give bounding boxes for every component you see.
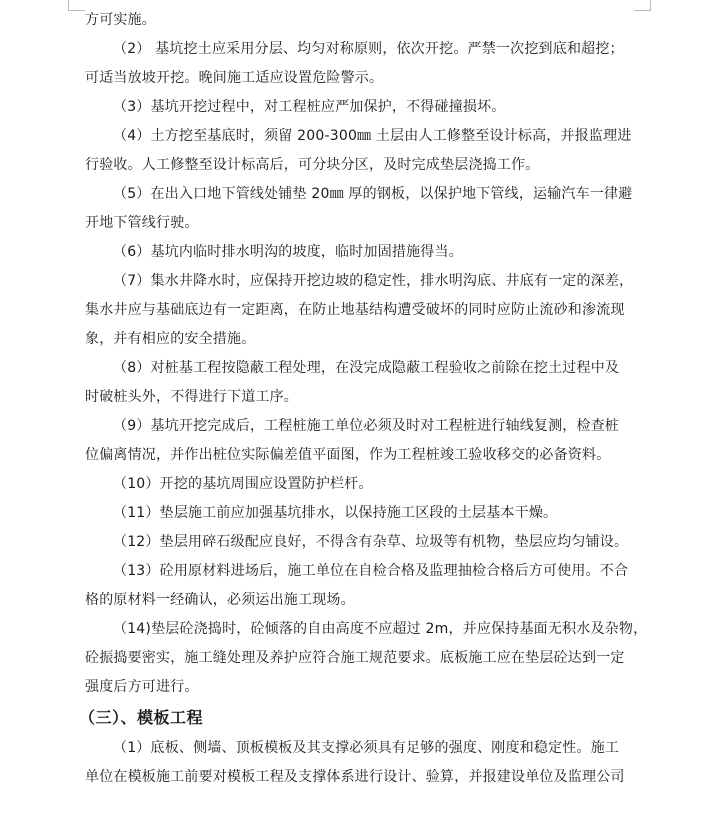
text-line: （14)垫层砼浇捣时，砼倾落的自由高度不应超过 2m，并应保持基面无积水及杂物， bbox=[113, 621, 648, 637]
text-line: （4）土方挖至基底时，须留 200-300㎜ 土层由人工修整至设计标高，并报监理进 bbox=[113, 128, 632, 144]
text-line: 方可实施。 bbox=[85, 12, 156, 28]
text-line: （12）垫层用碎石级配应良好，不得含有杂草、垃圾等有机物，垫层应均匀铺设。 bbox=[113, 534, 629, 550]
text-line: （1）底板、侧墙、顶板模板及其支撑必须具有足够的强度、刚度和稳定性。施工 bbox=[113, 740, 620, 756]
text-line: 开地下管线行驶。 bbox=[85, 215, 199, 231]
text-line: （10）开挖的基坑周围应设置防护栏杆。 bbox=[113, 476, 373, 492]
text-line: （7）集水井降水时，应保持开挖边坡的稳定性，排水明沟底、井底有一定的深差， bbox=[113, 273, 634, 289]
section-heading: （三）、模板工程 bbox=[79, 708, 204, 727]
text-line: （8）对桩基工程按隐蔽工程处理，在没完成隐蔽工程验收之前除在挖土过程中及 bbox=[113, 360, 620, 376]
text-line: 强度后方可进行。 bbox=[85, 679, 199, 695]
text-line: 象，并有相应的安全措施。 bbox=[85, 331, 256, 347]
text-line: 砼振捣要密实，施工缝处理及养护应符合施工规范要求。底板施工应在垫层砼达到一定 bbox=[85, 650, 625, 666]
text-line: 行验收。人工修整至设计标高后，可分块分区，及时完成垫层浇捣工作。 bbox=[85, 157, 540, 173]
text-line: （2） 基坑挖土应采用分层、均匀对称原则，依次开挖。严禁一次挖到底和超挖； bbox=[113, 41, 624, 57]
text-line: （13）砼用原材料进场后，施工单位在自检合格及监理抽检合格后方可使用。不合 bbox=[113, 563, 629, 579]
text-line: 位偏离情况，并作出桩位实际偏差值平面图，作为工程桩竣工验收移交的必备资料。 bbox=[85, 447, 611, 463]
text-line: 单位在模板施工前要对模板工程及支撑体系进行设计、验算，并报建设单位及监理公司 bbox=[85, 769, 625, 785]
text-line: （9）基坑开挖完成后，工程桩施工单位必须及时对工程桩进行轴线复测，检查桩 bbox=[113, 418, 620, 434]
text-line: 时破桩头外，不得进行下道工序。 bbox=[85, 389, 298, 405]
text-line: 集水井应与基础底边有一定距离，在防止地基结构遭受破坏的同时应防止流砂和渗流现 bbox=[85, 302, 625, 318]
text-line: 格的原材料一经确认，必须运出施工现场。 bbox=[85, 592, 355, 608]
text-line: 可适当放坡开挖。晚间施工适应设置危险警示。 bbox=[85, 70, 384, 86]
document-body bbox=[79, 6, 648, 792]
text-line: （6）基坑内临时排水明沟的坡度，临时加固措施得当。 bbox=[113, 244, 463, 260]
crop-mark-top-right bbox=[634, 0, 651, 11]
text-line: （5）在出入口地下管线处铺垫 20㎜ 厚的钢板，以保护地下管线，运输汽车一律避 bbox=[113, 186, 633, 202]
text-line: （3）基坑开挖过程中，对工程桩应严加保护，不得碰撞损坏。 bbox=[113, 99, 506, 115]
crop-mark-top-left bbox=[68, 0, 85, 11]
text-line: （11）垫层施工前应加强基坑排水，以保持施工区段的土层基本干燥。 bbox=[113, 505, 558, 521]
